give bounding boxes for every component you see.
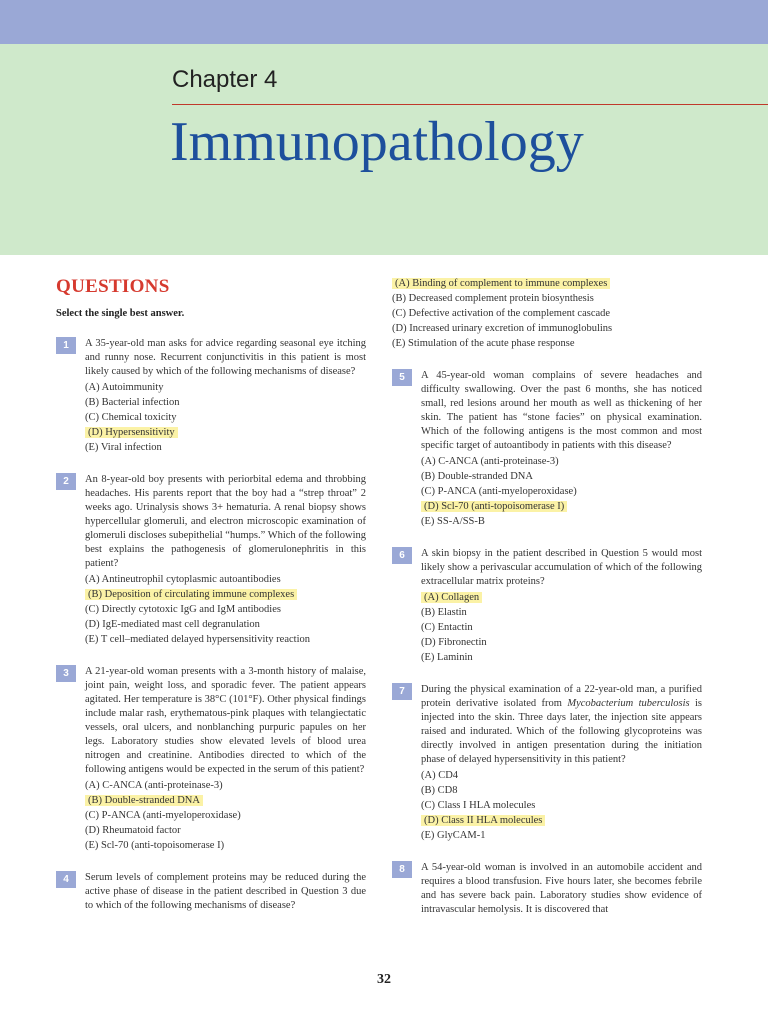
answer-options (85, 778, 366, 853)
question-number-badge: 8 (392, 861, 412, 878)
chapter-label: Chapter 4 (172, 66, 278, 93)
question-stem: An 8-year-old boy presents with periorbital edema and throbbing headaches. His parents report that the boy had a “strep throat” 2 weeks ago. Urinalysis shows 3+ hematuria. A renal biopsy shows hypercellular glomeruli, and electron microscopic examination of glomeruli discloses subepithelial “humps.” Which of the following best explains the pathogenesis of glomerulonephritis in this patient? (85, 474, 366, 569)
highlighted-answer: (B) Double-stranded DNA (85, 795, 203, 806)
answer-option: (E) Stimulation of the acute phase response (392, 338, 575, 349)
answer-option: (C) P-ANCA (anti-myeloperoxidase) (85, 810, 241, 821)
highlighted-answer: (D) Class II HLA molecules (421, 815, 545, 826)
answer-option: (E) GlyCAM-1 (421, 830, 486, 841)
question-stem: A 21-year-old woman presents with a 3-month history of malaise, joint pain, weight loss, and sporadic fever. The patient appears agitated. Her temperature is 38°C (101°F). Other physical findings include malar rash, erythematous-pink plaques with telangiectatic vessels, oral ulcers, and nonblanching purpuric papules on her legs. Laboratory studies show elevated levels of blood urea nitrogen and creatinine. Antibodies directed to which of the following antigens would be expected in the serum of this patient? (85, 666, 366, 775)
question-4-options-continued (392, 276, 702, 351)
question-number-badge: 4 (56, 871, 76, 888)
question-7 (392, 683, 702, 843)
answer-option (392, 276, 702, 291)
answer-option: (C) P-ANCA (anti-myeloperoxidase) (421, 486, 577, 497)
answer-option: (B) CD8 (421, 785, 458, 796)
answer-option: (B) Elastin (421, 607, 467, 618)
question-number-badge: 3 (56, 665, 76, 682)
highlighted-answer: (B) Deposition of circulating immune complexes (85, 589, 297, 600)
highlighted-answer: (A) Binding of complement to immune complexes (392, 278, 610, 289)
right-column (392, 276, 702, 935)
answer-option: (C) Entactin (421, 622, 473, 633)
answer-option: (A) Antineutrophil cytoplasmic autoantibodies (85, 574, 281, 585)
answer-option: (C) Defective activation of the complement cascade (392, 308, 611, 319)
answer-option: (A) Autoimmunity (85, 382, 164, 393)
question-number-badge: 1 (56, 337, 76, 354)
answer-option: (D) Fibronectin (421, 637, 487, 648)
highlighted-answer: (D) Scl-70 (anti-topoisomerase I) (421, 501, 567, 512)
answer-option: (E) Viral infection (85, 442, 162, 453)
answer-options (85, 380, 366, 455)
question-stem: A 35-year-old man asks for advice regarding seasonal eye itching and runny nose. Recurrent conjunctivitis in this patient is most likely caused by which of the following mechanisms of disease? (85, 338, 366, 377)
answer-option (85, 425, 366, 440)
answer-option: (A) C-ANCA (anti-proteinase-3) (421, 456, 559, 467)
answer-option (85, 793, 366, 808)
question-2 (56, 473, 366, 647)
instruction-text: Select the single best answer. (56, 308, 185, 319)
question-1 (56, 337, 366, 455)
section-heading: QUESTIONS (56, 276, 170, 297)
question-3 (56, 665, 366, 853)
answer-option (421, 813, 702, 828)
left-question-list (56, 337, 366, 913)
page-number: 32 (377, 972, 391, 987)
chapter-title: Immunopathology (170, 111, 584, 173)
question-number-badge: 2 (56, 473, 76, 490)
question-5 (392, 369, 702, 529)
answer-option: (C) Class I HLA molecules (421, 800, 536, 811)
highlighted-answer: (D) Hypersensitivity (85, 427, 178, 438)
question-stem: During the physical examination of a 22-year-old man, a purified protein derivative isolated from Mycobacterium tuberculosis is injected into the skin. Three days later, the injection site appears raised and indurated. Which of the following glycoproteins was directly involved in antigen presentation during the initiation phase of delayed hypersensitivity in this patient? (421, 684, 702, 765)
chapter-header (0, 44, 768, 255)
answer-options (421, 454, 702, 529)
answer-option: (A) C-ANCA (anti-proteinase-3) (85, 780, 223, 791)
answer-options (421, 590, 702, 665)
answer-option: (E) Scl-70 (anti-topoisomerase I) (85, 840, 225, 851)
answer-option: (E) Laminin (421, 652, 473, 663)
question-6 (392, 547, 702, 665)
answer-option: (B) Decreased complement protein biosynthesis (392, 293, 594, 304)
answer-option: (C) Directly cytotoxic IgG and IgM antibodies (85, 604, 281, 615)
question-number-badge: 7 (392, 683, 412, 700)
question-stem: Serum levels of complement proteins may be reduced during the active phase of disease in the patient described in Question 3 due to which of the following mechanisms of disease? (85, 872, 366, 911)
right-question-list (392, 369, 702, 917)
question-stem: A 54-year-old woman is involved in an automobile accident and requires a blood transfusion. Five hours later, she becomes febrile and has severe back pain. Laboratory studies show evidence of intravascular hemolysis. It is discovered that (421, 862, 702, 915)
answer-option: (E) T cell–mediated delayed hypersensitivity reaction (85, 634, 310, 645)
answer-option: (A) CD4 (421, 770, 459, 781)
question-number-badge: 5 (392, 369, 412, 386)
answer-option: (B) Double-stranded DNA (421, 471, 533, 482)
question-number-badge: 6 (392, 547, 412, 564)
question-4 (56, 871, 366, 913)
top-color-band (0, 0, 768, 44)
answer-options (421, 768, 702, 843)
answer-option: (E) SS-A/SS-B (421, 516, 485, 527)
chapter-rule (172, 104, 768, 105)
answer-option: (D) IgE-mediated mast cell degranulation (85, 619, 260, 630)
answer-option: (C) Chemical toxicity (85, 412, 177, 423)
question-stem: A skin biopsy in the patient described in Question 5 would most likely show a perivascular accumulation of which of the following extracellular matrix proteins? (421, 548, 702, 587)
answer-option (421, 590, 702, 605)
answer-option: (D) Increased urinary excretion of immunoglobulins (392, 323, 613, 334)
answer-option: (B) Bacterial infection (85, 397, 180, 408)
answer-options (85, 572, 366, 647)
question-8 (392, 861, 702, 917)
left-column (56, 272, 366, 931)
question-stem: A 45-year-old woman complains of severe headaches and difficulty swallowing. Over the past 6 months, she has noticed small, red lesions around her mouth as well as thickening of her skin. The patient has “stone facies” on physical examination. Which of the following antigens is the most common and most specific target of autoantibody in patients with this disease? (421, 370, 702, 451)
highlighted-answer: (A) Collagen (421, 592, 482, 603)
answer-option (421, 499, 702, 514)
answer-option (85, 587, 366, 602)
answer-option: (D) Rheumatoid factor (85, 825, 181, 836)
